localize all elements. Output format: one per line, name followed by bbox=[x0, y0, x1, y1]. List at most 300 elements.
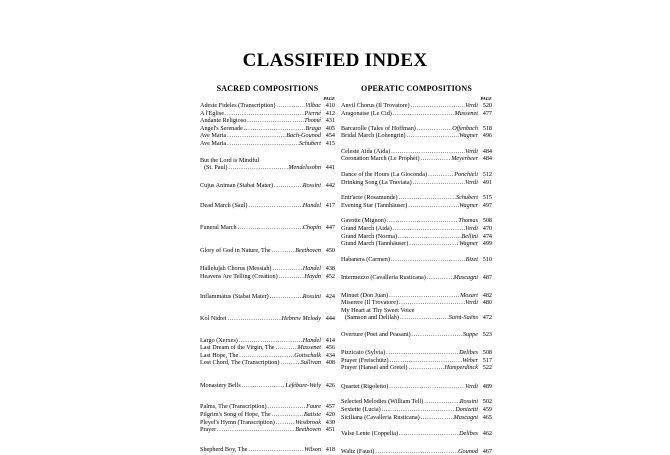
entry-title: Siciliana (Cavalleria Rusticana) bbox=[341, 413, 420, 421]
index-entry bbox=[200, 182, 335, 190]
entry-group bbox=[200, 224, 335, 232]
entry-title: A l'Eglise bbox=[200, 109, 224, 117]
entry-title-line: My Heart at Thy Sweet Voice bbox=[341, 306, 415, 314]
entry-title: Entr'acte (Rosamunde) bbox=[341, 194, 398, 202]
entry-row bbox=[341, 357, 492, 365]
entry-row bbox=[341, 406, 492, 414]
index-entry bbox=[200, 403, 335, 411]
entry-group bbox=[341, 398, 492, 421]
entry-composer: Weber bbox=[462, 356, 478, 364]
entry-title: Last Dream of the Virgin, The bbox=[200, 344, 275, 352]
entry-composer: Batiste bbox=[303, 411, 321, 419]
entry-row bbox=[200, 359, 335, 367]
index-entry bbox=[200, 102, 335, 110]
entry-group bbox=[341, 331, 492, 339]
entry-group bbox=[341, 383, 492, 391]
entry-page: 441 bbox=[325, 164, 335, 172]
entry-row bbox=[341, 110, 492, 118]
entry-row bbox=[341, 202, 492, 210]
entry-page: 420 bbox=[325, 411, 335, 419]
entry-title: Anvil Chorus (Il Trovatore) bbox=[341, 102, 410, 109]
leader-dots bbox=[216, 426, 295, 434]
entry-composer: Lefébure-Wely bbox=[285, 382, 321, 390]
entry-composer: Beethoven bbox=[295, 426, 321, 434]
entry-composer: Mozart bbox=[460, 291, 478, 299]
entry-title: Dead March (Saul) bbox=[200, 201, 248, 209]
leader-dots bbox=[241, 382, 286, 390]
entry-composer: Humperdinck bbox=[444, 364, 478, 372]
entry-row bbox=[341, 148, 492, 156]
entry-page: 523 bbox=[482, 330, 492, 338]
entry-row bbox=[200, 315, 335, 323]
entry-composer: Schubert bbox=[299, 139, 321, 147]
entry-row bbox=[341, 292, 492, 300]
leader-dots bbox=[269, 293, 303, 301]
entry-group bbox=[200, 403, 335, 433]
entry-group bbox=[200, 102, 335, 148]
entry-page: 462 bbox=[482, 430, 492, 438]
index-entry bbox=[200, 140, 335, 148]
index-entry bbox=[200, 132, 335, 140]
entry-page: 456 bbox=[325, 344, 335, 352]
entry-title: Waltz (Faust) bbox=[341, 447, 375, 455]
index-entry bbox=[200, 202, 335, 210]
entry-composer: Donizetti bbox=[455, 405, 478, 413]
entry-title: Pilgrim's Song of Hope, The bbox=[200, 411, 271, 419]
entry-page: 496 bbox=[482, 132, 492, 140]
leader-dots bbox=[227, 164, 288, 172]
entry-title: Aragonaise (Le Cid) bbox=[341, 109, 392, 117]
leader-dots bbox=[399, 314, 449, 322]
index-entry bbox=[341, 132, 492, 140]
leader-dots bbox=[381, 406, 456, 414]
entry-title: Habanera (Carmen) bbox=[341, 256, 390, 264]
entry-composer: Beethoven bbox=[295, 247, 321, 255]
entry-row bbox=[200, 265, 335, 273]
entry-title: Intermezzo (Cavalleria Rusticana) bbox=[341, 274, 426, 282]
entry-row bbox=[341, 256, 492, 264]
leader-dots bbox=[273, 182, 303, 190]
sacred-heading: SACRED COMPOSITIONS bbox=[216, 84, 319, 93]
leader-dots bbox=[423, 398, 460, 406]
leader-dots bbox=[279, 359, 300, 367]
entry-group bbox=[200, 265, 335, 280]
entry-row bbox=[200, 125, 335, 133]
leader-dots bbox=[389, 357, 463, 365]
entry-row bbox=[200, 202, 335, 210]
index-entry bbox=[200, 337, 335, 345]
entry-composer: Meyerbeer bbox=[451, 155, 478, 163]
entry-composer: Offenbach bbox=[452, 124, 478, 132]
leader-dots bbox=[246, 117, 304, 125]
entry-title: Prayer bbox=[200, 426, 217, 434]
index-entry bbox=[341, 125, 492, 133]
entry-page: 438 bbox=[325, 265, 335, 273]
entry-row bbox=[341, 349, 492, 357]
index-entry bbox=[341, 202, 492, 210]
index-entry bbox=[341, 240, 492, 248]
index-entry bbox=[200, 110, 335, 118]
leader-dots bbox=[407, 202, 459, 210]
entry-title: Last Hope, The bbox=[200, 351, 239, 359]
entry-composer: Mascagni bbox=[453, 413, 478, 421]
entry-composer: Mendelssohn bbox=[288, 164, 321, 172]
entry-page: 472 bbox=[482, 314, 492, 322]
leader-dots bbox=[386, 217, 459, 225]
entry-page: 497 bbox=[482, 201, 492, 209]
sacred-column bbox=[200, 84, 335, 454]
index-entry bbox=[341, 364, 492, 372]
page-title: CLASSIFIED INDEX bbox=[242, 50, 428, 71]
index-entry bbox=[200, 411, 335, 419]
leader-dots bbox=[224, 110, 305, 118]
entry-page: 414 bbox=[325, 336, 335, 344]
entry-composer: Gottschalk bbox=[294, 351, 321, 359]
index-entry bbox=[200, 125, 335, 133]
entry-page: 467 bbox=[482, 447, 492, 455]
leader-dots bbox=[390, 148, 465, 156]
leader-dots bbox=[247, 202, 302, 210]
entry-group bbox=[200, 157, 335, 172]
entry-composer: Westbrook bbox=[295, 418, 321, 426]
entry-row bbox=[341, 179, 492, 187]
entry-row bbox=[200, 403, 335, 411]
entry-row bbox=[341, 171, 492, 179]
leader-dots bbox=[227, 315, 282, 323]
entry-title: Gavotte (Mignon) bbox=[341, 217, 386, 225]
entry-page: 477 bbox=[482, 109, 492, 117]
entry-composer: Verdi bbox=[465, 102, 478, 109]
index-entry bbox=[200, 359, 335, 367]
entry-page: 491 bbox=[482, 178, 492, 186]
leader-dots bbox=[271, 247, 296, 255]
entry-page: 518 bbox=[482, 124, 492, 132]
entry-composer: Verdi bbox=[465, 178, 478, 186]
entry-page: 431 bbox=[325, 117, 335, 125]
entry-page: 417 bbox=[325, 201, 335, 209]
entry-composer: Verdi bbox=[465, 225, 478, 233]
entry-page: 447 bbox=[325, 224, 335, 232]
leader-dots bbox=[272, 265, 303, 273]
entry-row bbox=[341, 299, 492, 307]
entry-group bbox=[200, 247, 335, 255]
entry-row bbox=[200, 419, 335, 427]
leader-dots bbox=[397, 233, 461, 241]
entry-page: 484 bbox=[482, 155, 492, 163]
entry-composer: Rossini bbox=[302, 182, 321, 190]
entry-row bbox=[200, 426, 335, 434]
entry-row bbox=[341, 398, 492, 406]
entry-page: 442 bbox=[325, 182, 335, 190]
entry-title: Hallelujah Chorus (Messiah) bbox=[200, 265, 272, 273]
leader-dots bbox=[275, 344, 298, 352]
leader-dots bbox=[388, 292, 460, 300]
entry-title: Lost Chord, The (Transcription) bbox=[200, 359, 280, 367]
leader-dots bbox=[427, 171, 454, 179]
entry-page: 426 bbox=[325, 382, 335, 390]
entry-composer: Verdi bbox=[465, 382, 478, 390]
entry-title: Dance of the Hours (La Gioconda) bbox=[341, 171, 428, 179]
entry-group bbox=[200, 182, 335, 190]
entry-row bbox=[341, 233, 492, 241]
index-entry bbox=[341, 383, 492, 391]
index-entry bbox=[341, 292, 492, 300]
entry-page: 408 bbox=[325, 359, 335, 367]
entry-group bbox=[341, 217, 492, 247]
index-entry bbox=[341, 194, 492, 202]
entry-row bbox=[341, 383, 492, 391]
index-entry bbox=[200, 344, 335, 352]
leader-dots bbox=[278, 273, 305, 281]
entry-page: 499 bbox=[482, 240, 492, 248]
operatic-list bbox=[341, 102, 492, 455]
entry-row bbox=[341, 132, 492, 140]
leader-dots bbox=[426, 274, 454, 282]
entry-composer: Wilson bbox=[304, 446, 321, 454]
index-entry bbox=[200, 117, 335, 125]
index-entry bbox=[341, 307, 492, 322]
entry-group bbox=[341, 256, 492, 264]
entry-composer: Handel bbox=[302, 336, 321, 344]
index-entry bbox=[341, 357, 492, 365]
entry-page: 412 bbox=[325, 109, 335, 117]
leader-dots bbox=[275, 102, 305, 110]
index-entry bbox=[341, 274, 492, 282]
entry-page: 474 bbox=[482, 232, 492, 240]
leader-dots bbox=[398, 194, 456, 202]
entry-page: 487 bbox=[482, 274, 492, 282]
entry-row bbox=[341, 194, 492, 202]
entry-title: Grand March (Tannhäuser) bbox=[341, 240, 409, 248]
entry-group bbox=[200, 315, 335, 323]
entry-page: 502 bbox=[482, 398, 492, 406]
entry-composer: Thomas bbox=[458, 217, 478, 225]
entry-row bbox=[200, 352, 335, 360]
leader-dots bbox=[237, 224, 303, 232]
entry-composer: Bellini bbox=[461, 232, 478, 240]
entry-page: 517 bbox=[482, 356, 492, 364]
entry-row bbox=[341, 448, 492, 455]
entry-title: Largo (Xerxes) bbox=[200, 336, 238, 344]
entry-row bbox=[200, 102, 335, 110]
entry-page: 515 bbox=[482, 194, 492, 202]
index-entry bbox=[341, 217, 492, 225]
index-entry bbox=[341, 331, 492, 339]
leader-dots bbox=[420, 414, 454, 422]
entry-title: Overture (Poet and Peasant) bbox=[341, 330, 411, 338]
entry-title: Quartet (Rigoletto) bbox=[341, 382, 389, 390]
entry-page: 450 bbox=[325, 247, 335, 255]
index-entry bbox=[341, 155, 492, 163]
index-entry bbox=[200, 315, 335, 323]
entry-composer: Massenet bbox=[454, 109, 478, 117]
index-entry bbox=[341, 148, 492, 156]
operatic-heading: OPERATIC COMPOSITIONS bbox=[361, 84, 472, 93]
leader-dots bbox=[411, 331, 463, 339]
index-entry bbox=[341, 414, 492, 422]
sacred-page-label: PAGE bbox=[323, 96, 335, 101]
entry-group bbox=[200, 293, 335, 301]
entry-page: 522 bbox=[482, 364, 492, 372]
entry-row bbox=[200, 140, 335, 148]
index-entry bbox=[200, 352, 335, 360]
entry-page: 508 bbox=[482, 217, 492, 225]
sacred-list bbox=[200, 102, 335, 454]
entry-row bbox=[341, 430, 492, 438]
index-entry bbox=[200, 265, 335, 273]
entry-page: 410 bbox=[325, 102, 335, 109]
entry-composer: Braga bbox=[305, 124, 321, 132]
leader-dots bbox=[275, 419, 296, 427]
entry-group bbox=[341, 448, 492, 455]
leader-dots bbox=[243, 125, 306, 133]
entry-row bbox=[341, 314, 492, 322]
leader-dots bbox=[416, 125, 452, 133]
leader-dots bbox=[392, 225, 465, 233]
entry-title: Valse Lente (Coppelia) bbox=[341, 430, 399, 438]
entry-title: Andante Religioso bbox=[200, 117, 247, 125]
entry-title-line: But the Lord is Mindful bbox=[200, 156, 260, 164]
entry-row bbox=[341, 125, 492, 133]
entry-row bbox=[200, 164, 335, 172]
entry-page: 520 bbox=[482, 102, 492, 109]
entry-page: 512 bbox=[482, 171, 492, 179]
entry-title: Ave Maria bbox=[200, 139, 227, 147]
entry-composer: Rossini bbox=[302, 293, 321, 301]
entry-row bbox=[200, 344, 335, 352]
leader-dots bbox=[385, 349, 459, 357]
entry-title: Glory of God in Nature, The bbox=[200, 247, 271, 255]
entry-row bbox=[341, 102, 492, 110]
index-entry bbox=[341, 171, 492, 179]
entry-group bbox=[200, 337, 335, 367]
entry-composer: Chopin bbox=[302, 224, 321, 232]
entry-composer: Ponchieli bbox=[454, 171, 478, 179]
entry-group bbox=[341, 194, 492, 209]
entry-composer: Verdi bbox=[465, 147, 478, 155]
entry-title: Angel's Serenade bbox=[200, 124, 243, 132]
entry-row bbox=[341, 155, 492, 163]
entry-title: Grand March (Aida) bbox=[341, 225, 392, 233]
entry-page: 459 bbox=[482, 405, 492, 413]
index-entry bbox=[341, 225, 492, 233]
leader-dots bbox=[267, 403, 307, 411]
entry-title: Bridal March (Lohengrin) bbox=[341, 132, 406, 140]
entry-title: Drinking Song (La Traviata) bbox=[341, 178, 412, 186]
entry-group bbox=[341, 430, 492, 438]
index-entry bbox=[341, 233, 492, 241]
entry-title: Monastery Bells bbox=[200, 382, 241, 390]
entry-title: Celeste Aida (Aida) bbox=[341, 147, 391, 155]
entry-page: 451 bbox=[325, 426, 335, 434]
entry-composer: Suppe bbox=[462, 330, 478, 338]
entry-page: 434 bbox=[325, 351, 335, 359]
entry-row bbox=[341, 225, 492, 233]
entry-row bbox=[200, 247, 335, 255]
entry-title: Selected Melodies (William Tell) bbox=[341, 398, 424, 406]
index-entry bbox=[200, 426, 335, 434]
leader-dots bbox=[398, 299, 465, 307]
entry-composer: Schubert bbox=[456, 194, 478, 202]
entry-composer: Sullivan bbox=[300, 359, 321, 367]
entry-page: 452 bbox=[325, 272, 335, 280]
entry-composer: Wagner bbox=[458, 132, 478, 140]
index-entry bbox=[200, 419, 335, 427]
entry-group bbox=[341, 125, 492, 140]
entry-title: Miserere (Il Trovatore) bbox=[341, 299, 399, 307]
entry-row bbox=[200, 132, 335, 140]
entry-page: 470 bbox=[482, 225, 492, 233]
index-entry bbox=[341, 398, 492, 406]
entry-title: Ave Maria bbox=[200, 132, 227, 140]
entry-page: 430 bbox=[325, 418, 335, 426]
entry-title: Funeral March bbox=[200, 224, 237, 232]
index-entry bbox=[341, 448, 492, 455]
entry-page: 484 bbox=[482, 147, 492, 155]
index-entry bbox=[341, 299, 492, 307]
entry-row bbox=[200, 182, 335, 190]
entry-composer: Verdi bbox=[465, 299, 478, 307]
entry-group bbox=[341, 292, 492, 322]
entry-row bbox=[200, 382, 335, 390]
operatic-page-label: PAGE bbox=[480, 96, 492, 101]
leader-dots bbox=[408, 364, 445, 372]
entry-composer: Haydn bbox=[304, 272, 321, 280]
entry-composer: Saint-Saëns bbox=[448, 314, 478, 322]
entry-composer: Gounod bbox=[458, 447, 478, 455]
entry-page: 482 bbox=[482, 291, 492, 299]
entry-composer: Pierné bbox=[304, 109, 321, 117]
entry-page: 465 bbox=[482, 413, 492, 421]
entry-title: Inflammatus (Stabat Mater) bbox=[200, 293, 269, 301]
leader-dots bbox=[374, 448, 458, 455]
entry-page: 415 bbox=[325, 139, 335, 147]
entry-title: Cujus Animan (Stabat Mater) bbox=[200, 182, 274, 190]
entry-page: 489 bbox=[482, 382, 492, 390]
leader-dots bbox=[226, 132, 286, 140]
entry-title: Heavens Are Telling (Creation) bbox=[200, 272, 278, 280]
entry-row bbox=[341, 331, 492, 339]
index-entry bbox=[200, 157, 335, 172]
entry-composer: Massenet bbox=[297, 344, 321, 352]
entry-title: Pleyel's Hymn (Transcription) bbox=[200, 418, 275, 426]
entry-title: (St. Paul) bbox=[204, 164, 228, 172]
entry-row bbox=[200, 293, 335, 301]
entry-composer: Hebrew Melody bbox=[281, 315, 321, 323]
index-entry bbox=[200, 224, 335, 232]
leader-dots bbox=[406, 132, 459, 140]
leader-dots bbox=[398, 430, 459, 438]
entry-page: 444 bbox=[325, 315, 335, 323]
entry-composer: Delibes bbox=[459, 430, 478, 438]
index-entry bbox=[341, 102, 492, 110]
entry-page: 480 bbox=[482, 299, 492, 307]
entry-row bbox=[341, 217, 492, 225]
entry-title: Shepherd Boy, The bbox=[200, 446, 248, 454]
entry-title: (Samson and Delilah) bbox=[345, 314, 399, 322]
leader-dots bbox=[238, 352, 294, 360]
entry-page: 457 bbox=[325, 403, 335, 411]
entry-composer: Delibes bbox=[459, 348, 478, 356]
entry-composer: Wagner bbox=[458, 201, 478, 209]
entry-group bbox=[200, 202, 335, 210]
leader-dots bbox=[420, 155, 452, 163]
leader-dots bbox=[238, 337, 303, 345]
entry-title: Coronation March (Le Prophét) bbox=[341, 155, 420, 163]
entry-row bbox=[341, 414, 492, 422]
operatic-column bbox=[341, 84, 492, 455]
entry-title: Adeste Fideles (Transcription) bbox=[200, 102, 276, 109]
